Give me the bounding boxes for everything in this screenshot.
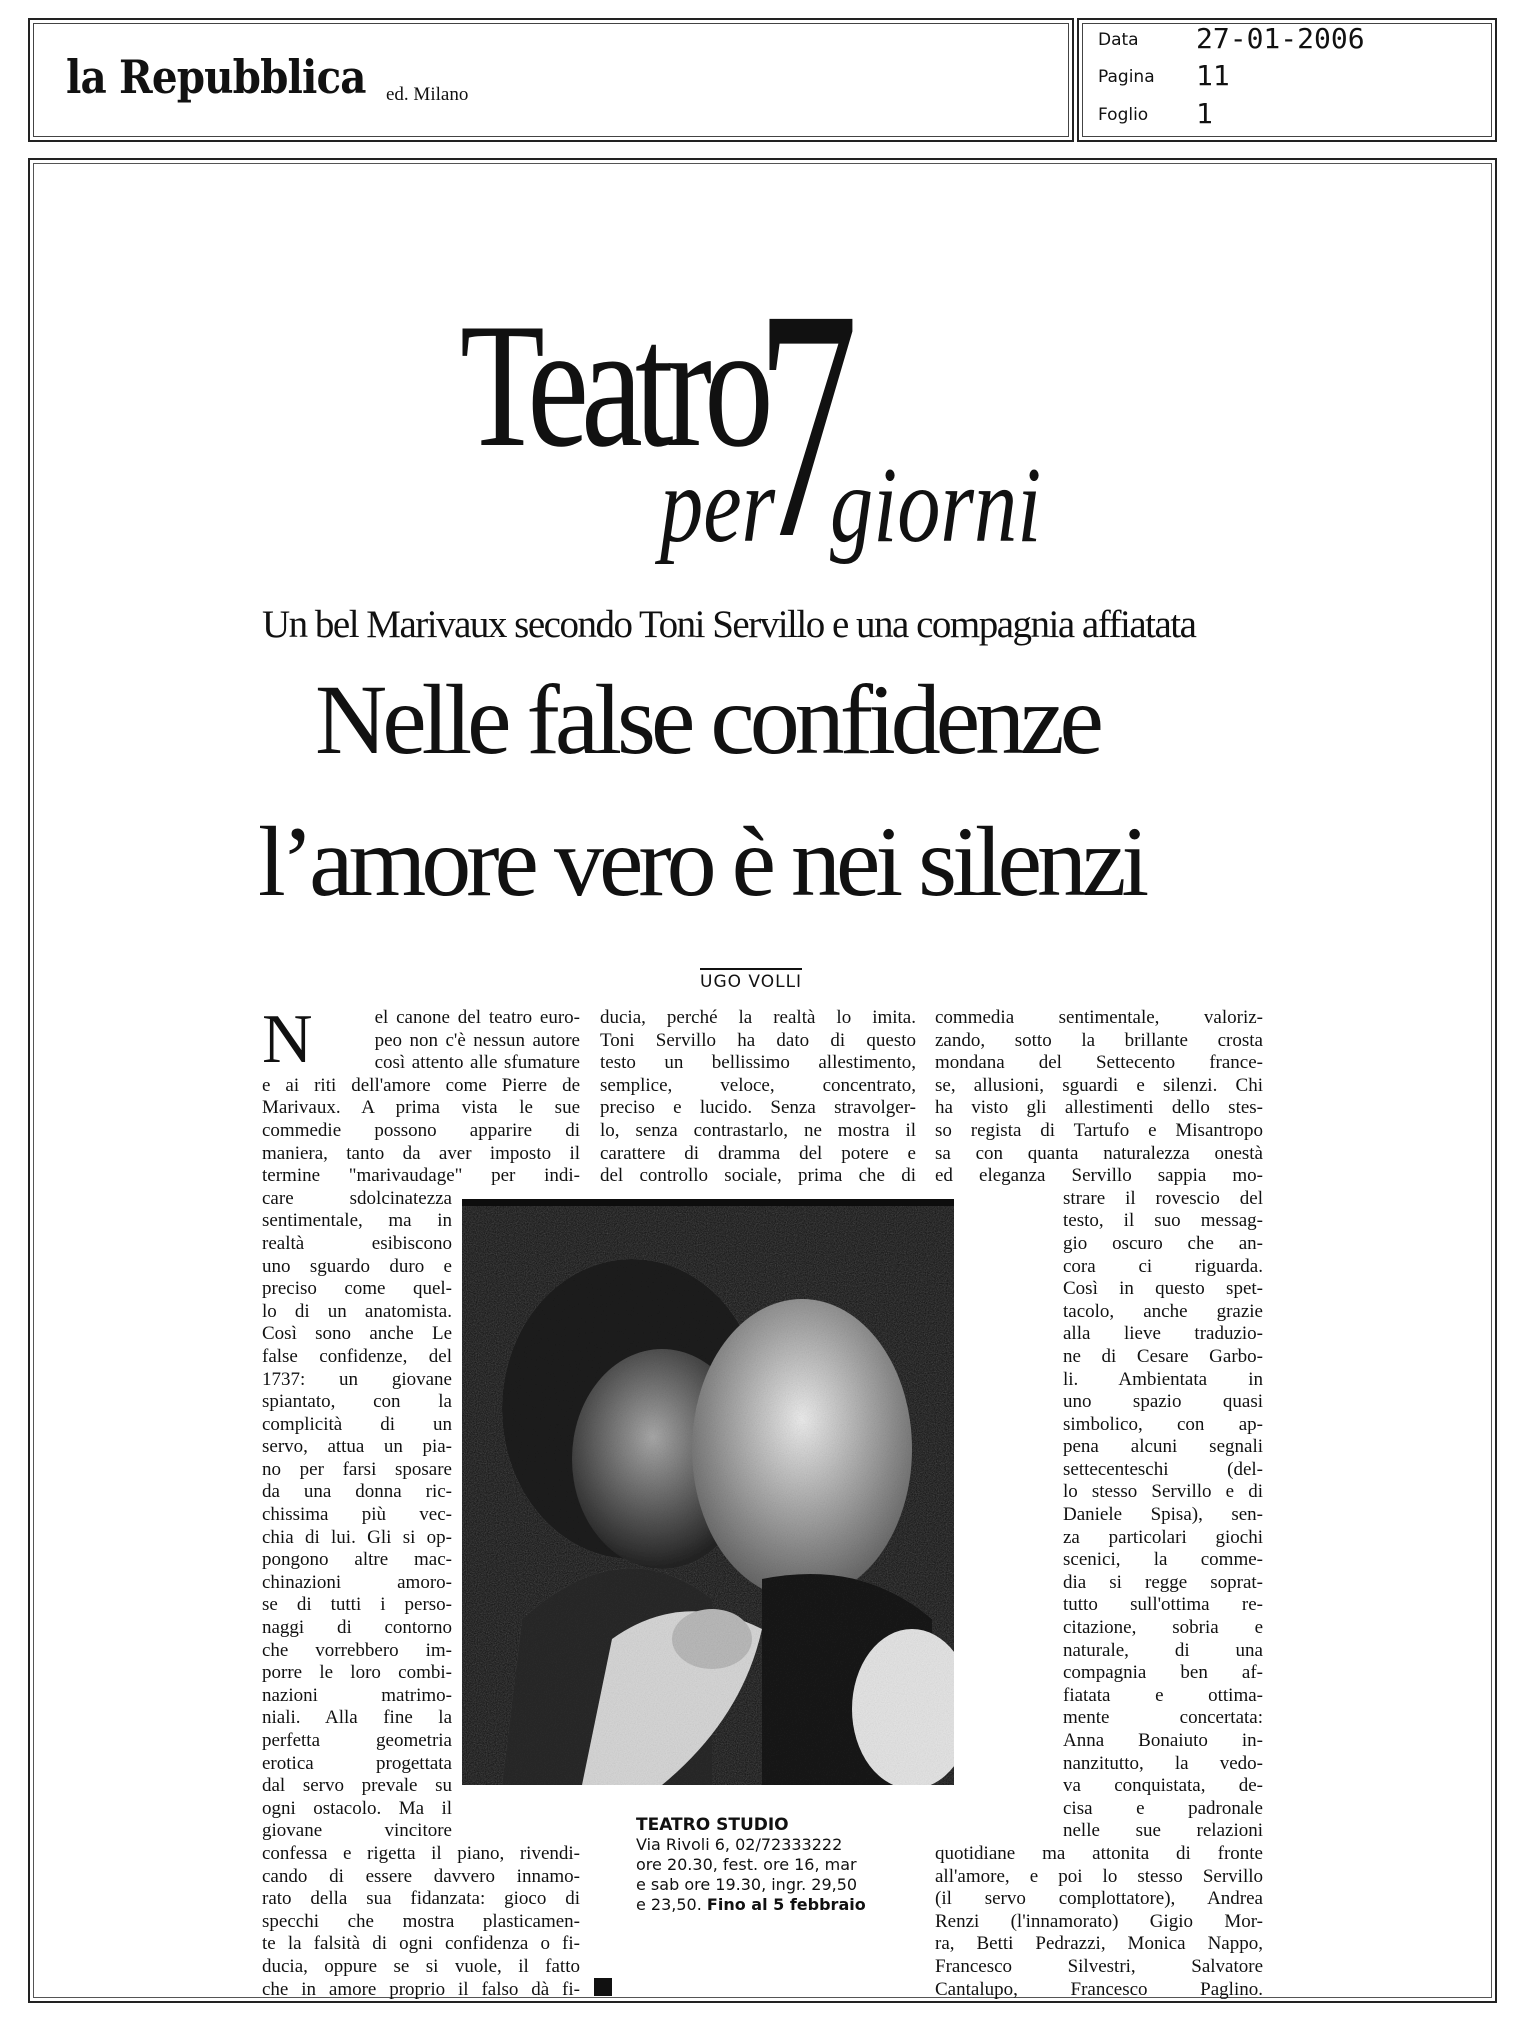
text-line: Toni Servillo ha dato di questo (600, 1029, 916, 1051)
text-line: peo non c'è nessun autore (374, 1029, 580, 1051)
text-line: settecenteschi (del- (1063, 1458, 1263, 1480)
article-kicker: Un bel Marivaux secondo Toni Servillo e una compagnia affiatata (262, 603, 1196, 646)
text-line: gio oscuro che an- (1063, 1232, 1263, 1254)
theatre-info-line (636, 1895, 906, 1915)
logo-seven: 7 (756, 242, 859, 607)
text-line: maniera, tanto da aver imposto il (262, 1142, 580, 1164)
text-line: ha visto gli allestimenti dello stes- (935, 1097, 1263, 1119)
text-line: chissima più vec- (262, 1504, 452, 1526)
text-line: confessa e rigetta il piano, rivendi- (262, 1842, 580, 1864)
text-line: false confidenze, del (262, 1345, 452, 1367)
text-line: compagnia ben af- (1063, 1662, 1263, 1684)
text-line: uno spazio quasi (1063, 1391, 1263, 1413)
article-photo (462, 1199, 954, 1785)
drop-cap: N (262, 1001, 313, 1078)
article-title-line1: Nelle false confidenze (315, 664, 1099, 775)
text-line: 1737: un giovane (262, 1368, 452, 1390)
text-line: testo, il suo messag- (1063, 1210, 1263, 1232)
text-line: chia di lui. Gli si op- (262, 1526, 452, 1548)
text-line: Renzi (l'innamorato) Gigio Mor- (935, 1910, 1263, 1932)
theatre-info-line: ore 20.30, fest. ore 16, mar (636, 1855, 857, 1874)
text-line: quotidiane ma attonita di fronte (935, 1842, 1263, 1864)
edition-label: ed. Milano (386, 84, 469, 105)
text-line: e ai riti dell'amore come Pierre de (262, 1074, 580, 1096)
text-line: semplice, veloce, concentrato, (600, 1074, 916, 1096)
text-line: tutto sull'ottima re- (1063, 1594, 1263, 1616)
text-line: (il servo complottatore), Andrea (935, 1888, 1263, 1910)
text-line: el canone del teatro euro- (374, 1007, 580, 1028)
text-line: simbolico, con ap- (1063, 1413, 1263, 1435)
text-line: che vorrebbero im- (262, 1639, 452, 1661)
theatre-price: e 23,50. (636, 1895, 707, 1914)
text-line: commedie possono apparire di (262, 1119, 580, 1141)
text-line: nazioni matrimo- (262, 1684, 452, 1706)
text-line: strare il rovescio del (1063, 1187, 1263, 1209)
text-line: mente concertata: (1063, 1707, 1263, 1729)
text-line: Marivaux. A prima vista le sue (262, 1097, 580, 1119)
text-line: da una donna ric- (262, 1481, 452, 1503)
text-line: mondana del Settecento france- (935, 1052, 1263, 1074)
end-mark (594, 1978, 612, 1996)
text-line: nelle sue relazioni (1063, 1820, 1263, 1842)
text-line: cando di essere davvero innamo- (262, 1865, 580, 1887)
text-line: cora ci riguarda. (1063, 1255, 1263, 1277)
theatre-info-line: e sab ore 19.30, ingr. 29,50 (636, 1875, 858, 1894)
text-line: specchi che mostra plasticamen- (262, 1910, 580, 1932)
text-line: ducia, oppure se si vuole, il fatto (262, 1955, 580, 1977)
text-line: Così sono anche Le (262, 1323, 452, 1345)
text-line: Cantalupo, Francesco Paglino. (935, 1978, 1263, 2000)
text-line: se, allusioni, sguardi e silenzi. Chi (935, 1074, 1263, 1096)
article-column-3 (935, 1007, 1263, 2001)
text-line: che in amore proprio il falso dà fi- (262, 1978, 580, 2000)
masthead: la Repubblica (66, 50, 366, 104)
text-line: preciso come quel- (262, 1278, 452, 1300)
meta-label-pagina: Pagina (1098, 67, 1155, 87)
text-line: naturale, di una (1063, 1639, 1263, 1661)
text-line: sentimentale, ma in (262, 1210, 452, 1232)
meta-value-foglio: 1 (1196, 97, 1213, 130)
theatre-name: TEATRO STUDIO (636, 1815, 789, 1835)
text-line: commedia sentimentale, valoriz- (935, 1007, 1263, 1028)
text-line: preciso e lucido. Senza stravolger- (600, 1097, 916, 1119)
text-line: va conquistata, de- (1063, 1775, 1263, 1797)
text-line: all'amore, e poi lo stesso Servillo (935, 1865, 1263, 1887)
text-line: za particolari giochi (1063, 1526, 1263, 1548)
text-line: cisa e padronale (1063, 1797, 1263, 1819)
text-line: pena alcuni segnali (1063, 1436, 1263, 1458)
text-line: perfetta geometria (262, 1730, 452, 1751)
text-line: uno sguardo duro e (262, 1255, 452, 1277)
text-line: Francesco Silvestri, Salvatore (935, 1955, 1263, 1977)
text-line: servo, attua un pia- (262, 1436, 452, 1458)
meta-label-data: Data (1098, 30, 1139, 50)
text-line: del controllo sociale, prima che di (600, 1165, 916, 1187)
text-line: spiantato, con la (262, 1391, 452, 1413)
text-line: citazione, sobria e (1063, 1617, 1263, 1639)
text-line: ogni ostacolo. Ma il (262, 1797, 452, 1819)
meta-value-pagina: 11 (1196, 59, 1230, 92)
text-line: lo, senza contrastarlo, ne mostra il (600, 1119, 916, 1141)
text-line: porre le loro combi- (262, 1662, 452, 1684)
text-line: alla lieve traduzio- (1063, 1323, 1263, 1345)
text-line: realtà esibiscono (262, 1232, 452, 1254)
text-line: niali. Alla fine la (262, 1707, 452, 1729)
text-line: complicità di un (262, 1413, 452, 1435)
article-column-2 (600, 1007, 916, 1188)
text-line: ra, Betti Pedrazzi, Monica Nappo, (935, 1933, 1263, 1955)
text-line: zando, sotto la brillante crosta (935, 1029, 1263, 1051)
text-line: ducia, perché la realtà lo imita. (600, 1007, 916, 1028)
text-line: fiatata e ottima- (1063, 1684, 1263, 1706)
meta-label-foglio: Foglio (1098, 105, 1149, 125)
theatre-info-line: Via Rivoli 6, 02/72333222 (636, 1835, 843, 1854)
text-line: scenici, la comme- (1063, 1549, 1263, 1571)
text-line: ed eleganza Servillo sappia mo- (935, 1165, 1263, 1187)
text-line: sa con quanta naturalezza onestà (935, 1142, 1263, 1164)
text-line: lo stesso Servillo e di (1063, 1481, 1263, 1503)
theatre-info-box (636, 1815, 906, 1915)
text-line: naggi di contorno (262, 1617, 452, 1639)
text-line: dal servo prevale su (262, 1775, 452, 1797)
text-line: dia si regge soprat- (1063, 1571, 1263, 1593)
text-line: so regista di Tartufo e Misantropo (935, 1119, 1263, 1141)
text-line: testo un bellissimo allestimento, (600, 1052, 916, 1074)
theatre-run-end: Fino al 5 febbraio (706, 1895, 866, 1914)
text-line: carattere di dramma del potere e (600, 1142, 916, 1164)
text-line: care sdolcinatezza (262, 1187, 452, 1209)
text-line: così attento alle sfumature (374, 1052, 580, 1074)
text-line: chinazioni amoro- (262, 1571, 452, 1593)
article-title-line2: l’amore vero è nei silenzi (258, 806, 1145, 917)
text-line: ne di Cesare Garbo- (1063, 1345, 1263, 1367)
text-line: erotica progettata (262, 1752, 452, 1774)
text-line: Così in questo spet- (1063, 1278, 1263, 1300)
text-line: no per farsi sposare (262, 1458, 452, 1480)
text-line: tacolo, anche grazie (1063, 1300, 1263, 1322)
text-line: lo di un anatomista. (262, 1300, 452, 1322)
text-line: Daniele Spisa), sen- (1063, 1504, 1263, 1526)
article-byline: UGO VOLLI (700, 968, 802, 992)
text-line: termine "marivaudage" per indi- (262, 1165, 580, 1187)
text-line: te la falsità di ogni confidenza o fi- (262, 1933, 580, 1955)
logo-per: per (660, 446, 776, 565)
text-line: Anna Bonaiuto in- (1063, 1730, 1263, 1751)
text-line: giovane vincitore (262, 1820, 452, 1842)
logo-giorni: giorni (830, 446, 1042, 565)
text-line: pongono altre mac- (262, 1549, 452, 1571)
meta-value-data: 27-01-2006 (1196, 22, 1365, 55)
text-line: rato della sua fidanzata: gioco di (262, 1888, 580, 1910)
text-line: nanzitutto, la vedo- (1063, 1752, 1263, 1774)
logo-teatro: Teatro (460, 286, 766, 484)
text-line: li. Ambientata in (1063, 1368, 1263, 1390)
text-line: se di tutti i perso- (262, 1594, 452, 1616)
